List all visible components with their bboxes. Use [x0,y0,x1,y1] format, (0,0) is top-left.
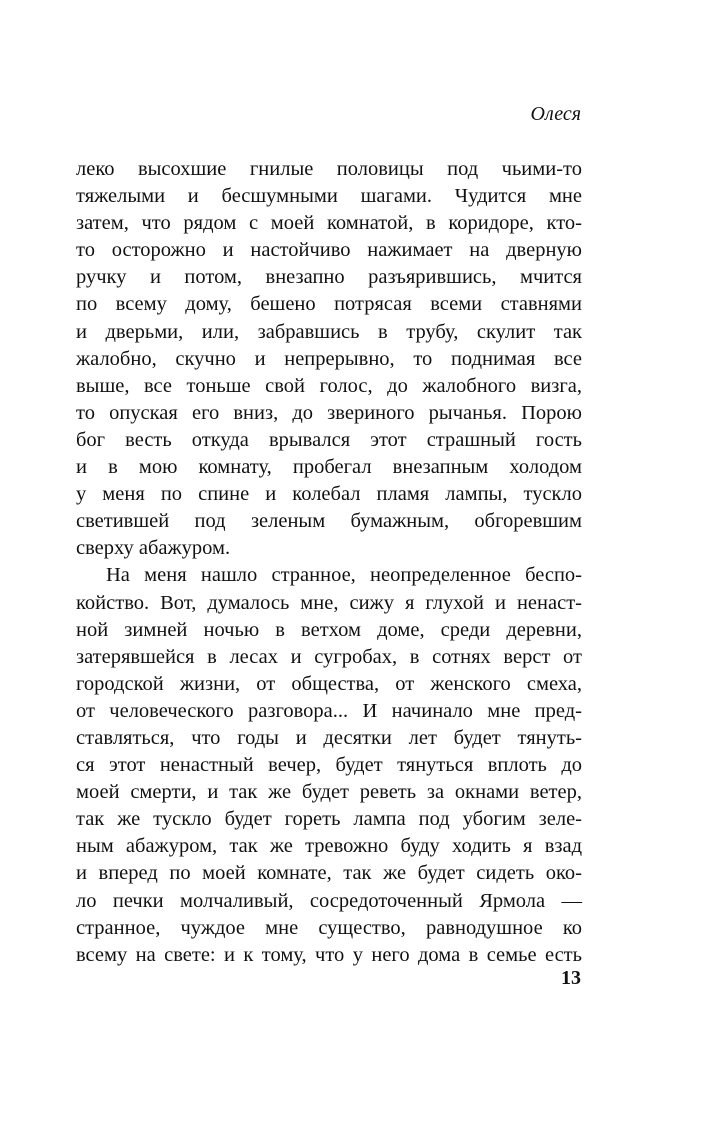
text-line: затем, что рядом с моей комнатой, в коридоре, кто- [76,212,582,235]
text-line: ной зимней ночью в ветхом доме, среди деревни, [76,618,582,641]
text-line: и в мою комнату, пробегал внезапным холодом [76,456,582,479]
text-line: от человеческого разговора... И начинало мне пред- [76,699,582,722]
text-line: то осторожно и настойчиво нажимает на дверную [76,239,582,262]
text-line: затерявшейся в лесах и сугробах, в сотнях верст от [76,645,582,668]
text-line: и дверьми, или, забравшись в трубу, скулит так [76,320,582,343]
paragraph-end-line: сверху абажуром. [76,537,231,560]
text-line: ручку и потом, внезапно разъярившись, мчится [76,266,582,289]
text-line: бог весть откуда врывался этот страшный гость [76,428,582,451]
text-line: странное, чуждое мне существо, равнодушное ко [76,916,582,939]
text-line: ло печки молчаливый, сосредоточенный Ярмола — [76,889,582,912]
text-line: и вперед по моей комнате, так же будет сидеть око- [76,862,582,885]
text-line: леко высохшие гнилые половицы под чьими-то [76,158,582,180]
running-title: Олеся [530,103,581,125]
paragraph-first-line: На меня нашло странное, неопределенное беспо- [106,564,582,587]
text-line: моей смерти, и так же будет реветь за окнами ветер, [76,781,582,804]
text-line: у меня по спине и колебал пламя лампы, тускло [76,483,582,506]
text-line: жалобно, скучно и непрерывно, то поднимая все [76,347,582,370]
text-line: по всему дому, бешено потрясая всеми ставнями [76,293,582,316]
text-line: койство. Вот, думалось мне, сижу я глухой и ненаст- [76,591,582,614]
page-number: 13 [561,967,581,989]
text-line: то опуская его вниз, до звериного рычанья. Порою [76,401,582,424]
text-line: тяжелыми и бесшумными шагами. Чудится мне [76,185,582,208]
text-line: ся этот ненастный вечер, будет тянуться вплоть до [76,754,582,777]
text-line: ставляться, что годы и десятки лет будет тянуть- [76,726,582,749]
body-text [76,156,582,969]
text-line: выше, все тоньше свой голос, до жалобного визга, [76,374,582,397]
text-line: так же тускло будет гореть лампа под убогим зеле- [76,808,582,831]
text-line: городской жизни, от общества, от женского смеха, [76,672,582,695]
text-line: всему на свете: и к тому, что у него дома в семье есть [76,943,582,966]
text-line: светившей под зеленым бумажным, обгоревшим [76,510,582,533]
text-line: ным абажуром, так же тревожно буду ходить я взад [76,835,582,858]
